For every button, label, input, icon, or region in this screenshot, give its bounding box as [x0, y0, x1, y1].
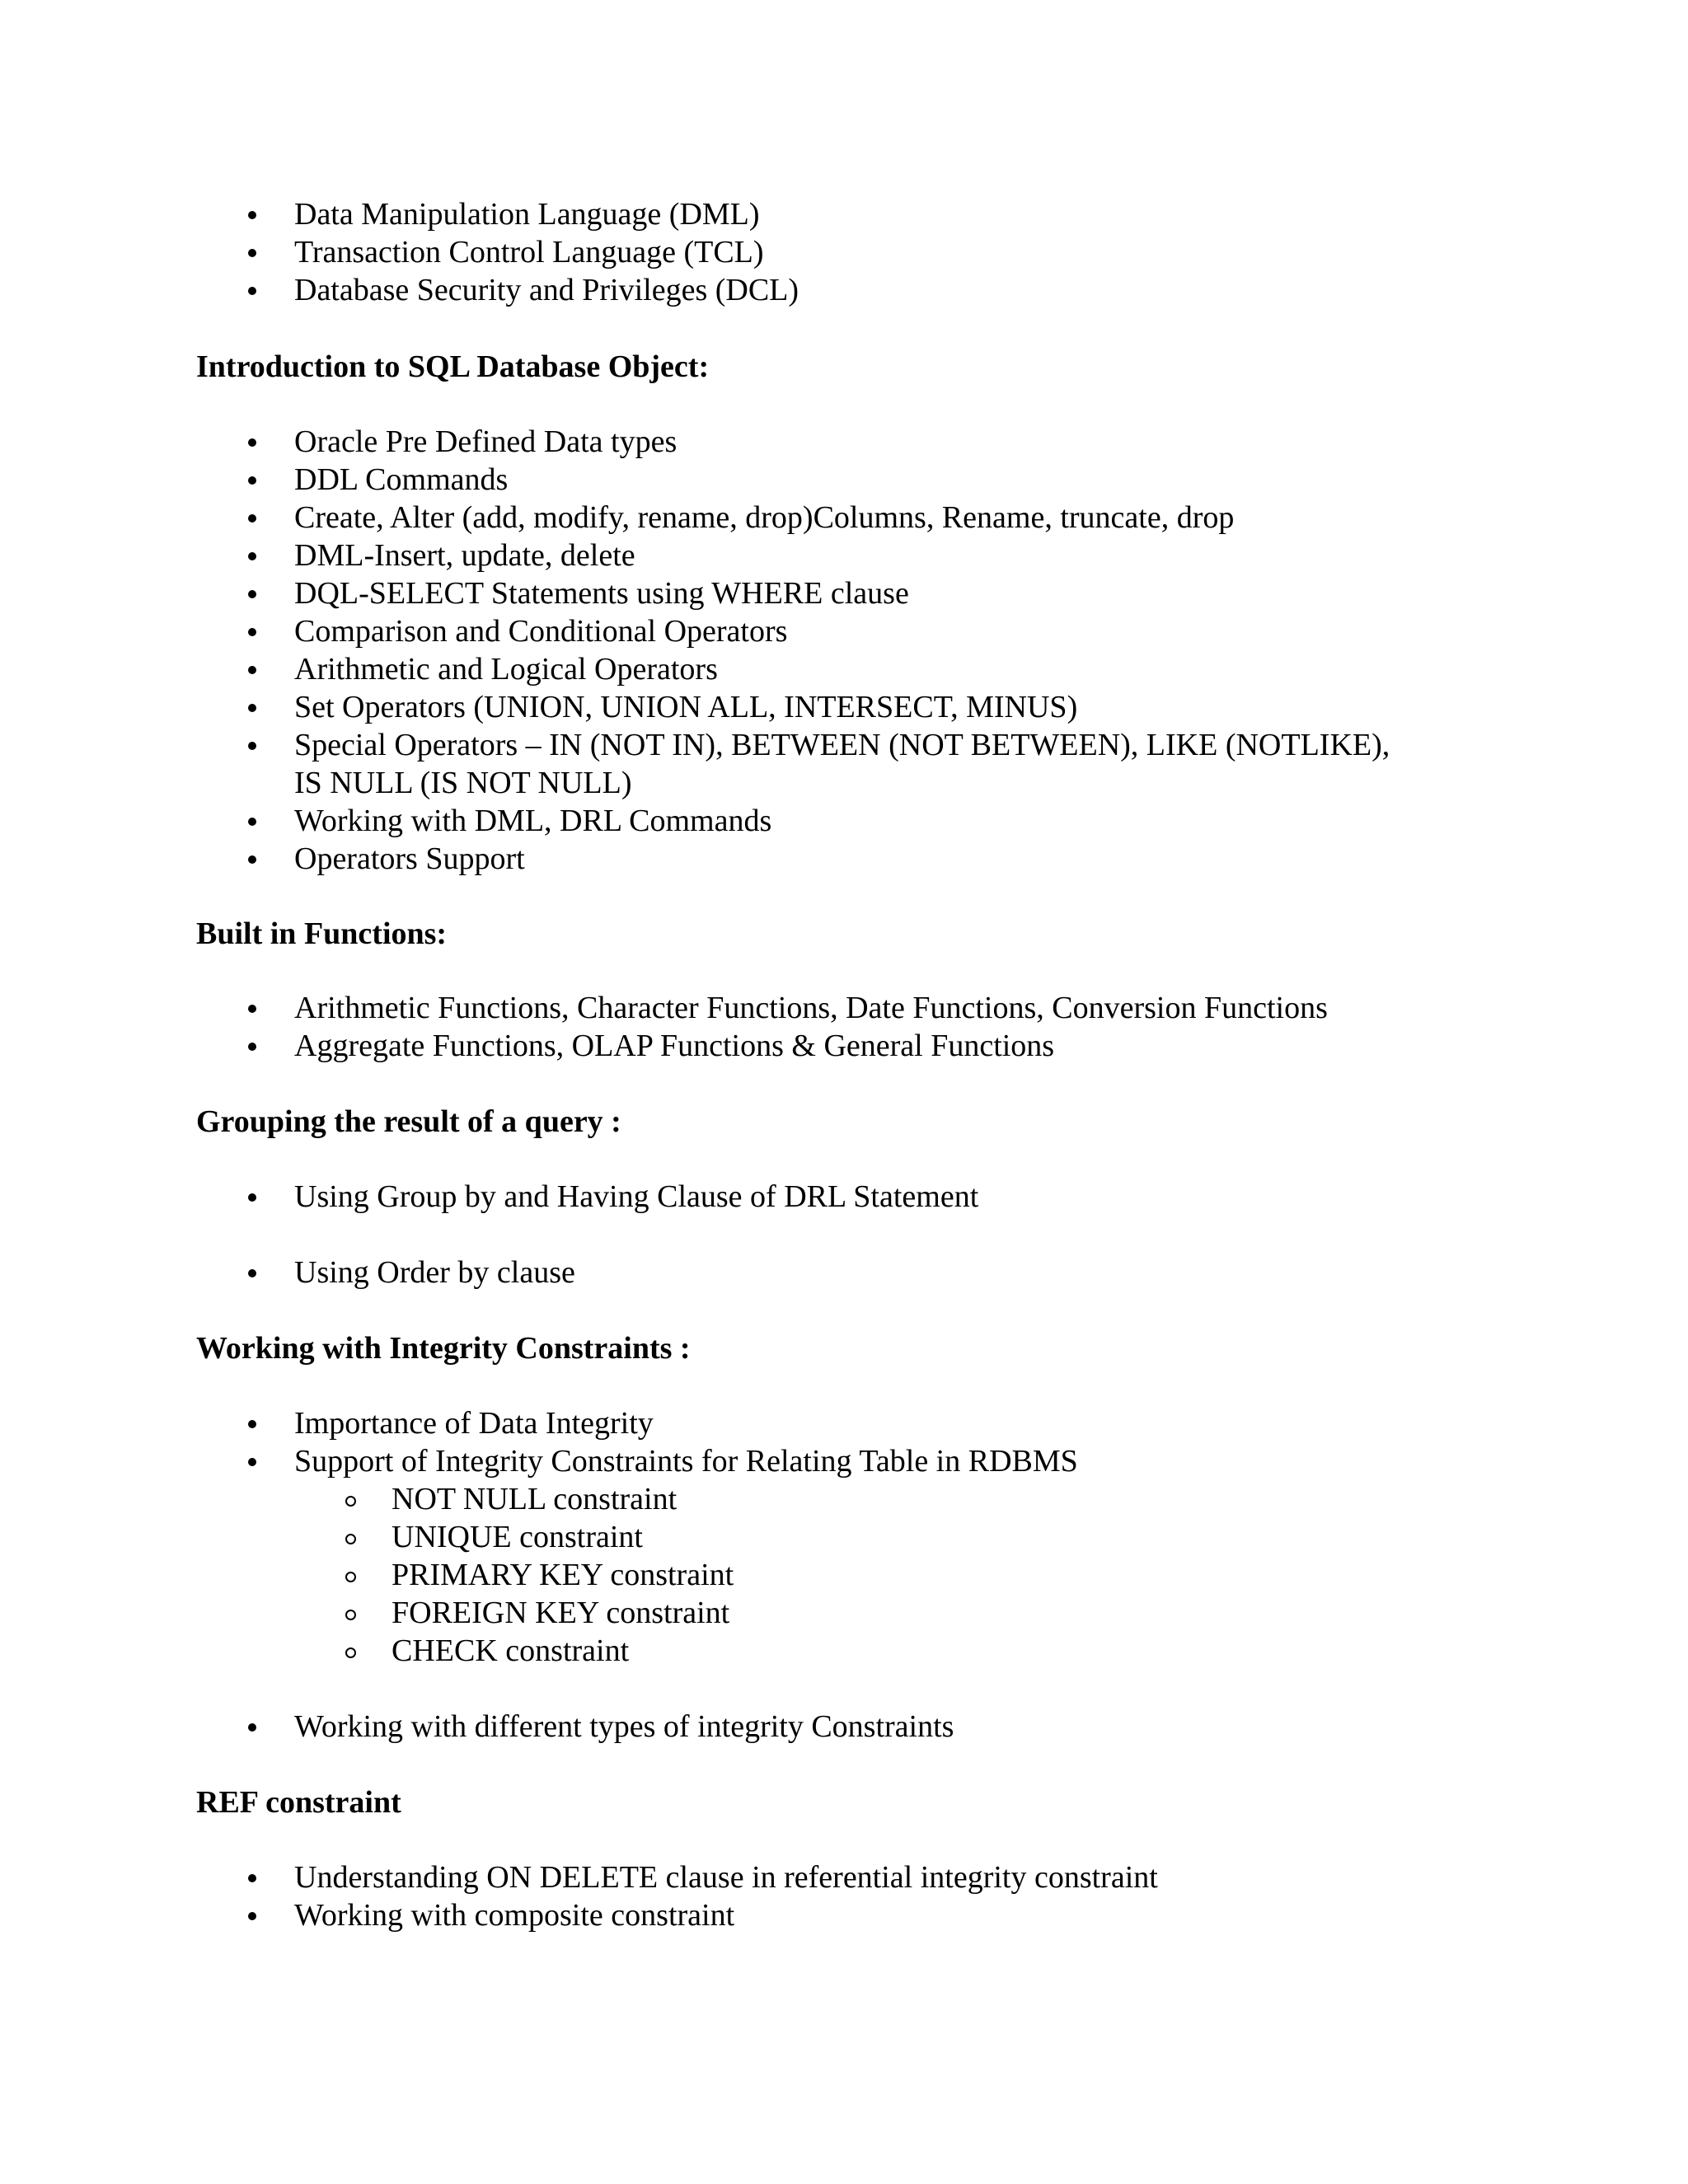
bullet-icon: [248, 1458, 256, 1466]
bullet-icon: [248, 742, 256, 750]
bullet-icon: [248, 1043, 256, 1051]
bullet-icon: [248, 704, 256, 712]
list-item: Special Operators – IN (NOT IN), BETWEEN (NOT BETWEEN), LIKE (NOTLIKE),: [294, 728, 1390, 762]
circle-bullet-icon: [345, 1534, 356, 1544]
list-item: Understanding ON DELETE clause in referential integrity constraint: [294, 1860, 1158, 1895]
list-item: Set Operators (UNION, UNION ALL, INTERSECT, MINUS): [294, 690, 1078, 724]
list-item: Oracle Pre Defined Data types: [294, 424, 678, 459]
circle-bullet-icon: [345, 1610, 356, 1620]
list-item: Transaction Control Language (TCL): [294, 235, 764, 269]
bullet-icon: [248, 1420, 256, 1428]
bullet-icon: [248, 855, 256, 864]
section-heading: Built in Functions:: [196, 916, 448, 951]
list-item-continuation: IS NULL (IS NOT NULL): [294, 766, 632, 800]
list-item: Database Security and Privileges (DCL): [294, 273, 799, 307]
list-item: DDL Commands: [294, 462, 509, 497]
bullet-icon: [248, 1874, 256, 1882]
list-item: Using Order by clause: [294, 1255, 575, 1290]
circle-bullet-icon: [345, 1572, 356, 1582]
sub-list-item: UNIQUE constraint: [392, 1520, 643, 1554]
list-item: DQL-SELECT Statements using WHERE clause: [294, 576, 909, 611]
bullet-icon: [248, 1005, 256, 1013]
list-item: Comparison and Conditional Operators: [294, 614, 788, 649]
circle-bullet-icon: [345, 1647, 356, 1658]
bullet-icon: [248, 1912, 256, 1920]
bullet-icon: [248, 666, 256, 674]
list-item: DML-Insert, update, delete: [294, 538, 635, 573]
bullet-icon: [248, 287, 256, 295]
bullet-icon: [248, 1723, 256, 1732]
sub-list-item: CHECK constraint: [392, 1633, 630, 1668]
bullet-icon: [248, 628, 256, 636]
bullet-icon: [248, 818, 256, 826]
sub-list-item: FOREIGN KEY constraint: [392, 1596, 730, 1630]
list-item: Arithmetic Functions, Character Functions, Date Functions, Conversion Functions: [294, 991, 1328, 1025]
sub-list-item: PRIMARY KEY constraint: [392, 1558, 734, 1592]
list-item: Support of Integrity Constraints for Relating Table in RDBMS: [294, 1444, 1078, 1479]
list-item: Importance of Data Integrity: [294, 1406, 654, 1441]
list-item: Operators Support: [294, 841, 525, 876]
bullet-icon: [248, 514, 256, 523]
sub-list-item: NOT NULL constraint: [392, 1482, 678, 1516]
bullet-icon: [248, 211, 256, 219]
section-heading: Introduction to SQL Database Object:: [196, 349, 710, 384]
bullet-icon: [248, 590, 256, 598]
bullet-icon: [248, 552, 256, 560]
bullet-icon: [248, 438, 256, 447]
circle-bullet-icon: [345, 1496, 356, 1507]
section-heading: Grouping the result of a query :: [196, 1104, 621, 1139]
list-item: Using Group by and Having Clause of DRL Statement: [294, 1179, 979, 1214]
list-item: Working with different types of integrity Constraints: [294, 1709, 954, 1744]
section-heading: Working with Integrity Constraints :: [196, 1331, 691, 1366]
bullet-icon: [248, 249, 256, 257]
list-item: Aggregate Functions, OLAP Functions & General Functions: [294, 1029, 1055, 1063]
bullet-icon: [248, 476, 256, 485]
list-item: Data Manipulation Language (DML): [294, 197, 760, 232]
section-heading: REF constraint: [196, 1785, 401, 1820]
list-item: Create, Alter (add, modify, rename, drop)Columns, Rename, truncate, drop: [294, 500, 1235, 535]
list-item: Working with DML, DRL Commands: [294, 804, 772, 838]
bullet-icon: [248, 1269, 256, 1277]
list-item: Working with composite constraint: [294, 1898, 735, 1933]
list-item: Arithmetic and Logical Operators: [294, 652, 718, 687]
bullet-icon: [248, 1193, 256, 1202]
